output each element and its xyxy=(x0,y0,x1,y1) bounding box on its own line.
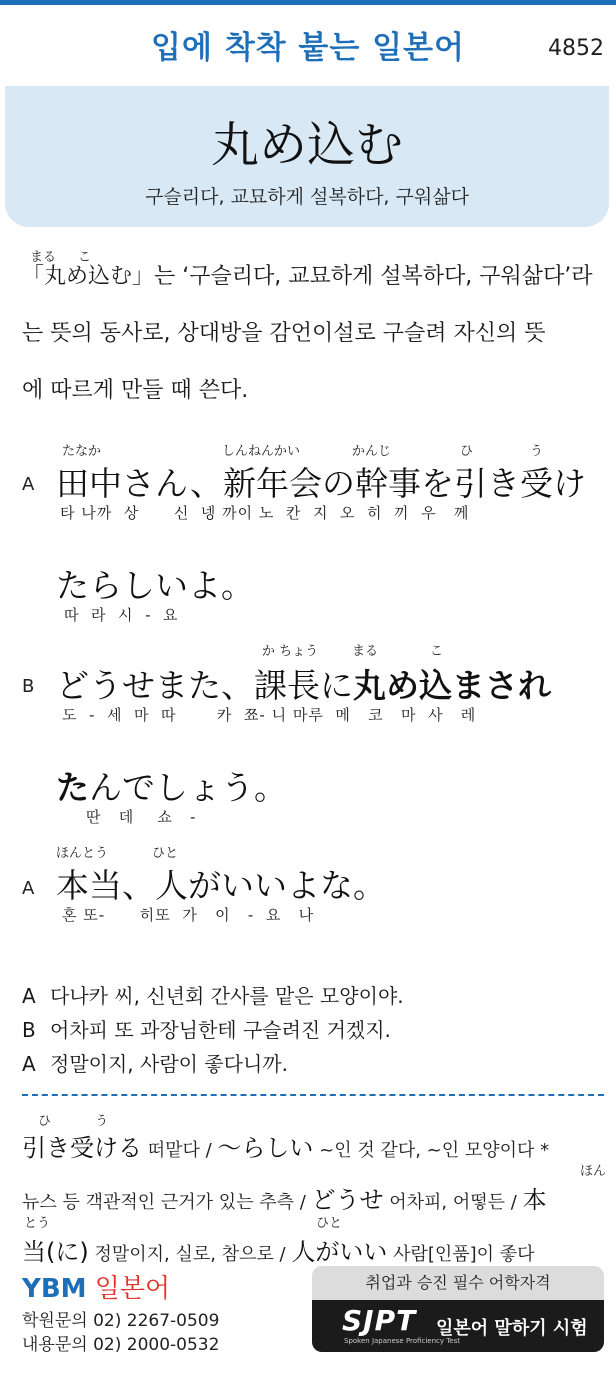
ruby: こ xyxy=(430,644,444,659)
episode-number: 4852 xyxy=(548,36,604,61)
dialogue-line: たらしいよ。 xyxy=(56,566,254,605)
vocab-meaning: 사람[인품]이 좋다 xyxy=(387,1244,535,1265)
speaker-label: B xyxy=(22,1018,36,1042)
vocab-meaning: 어차피, 어떻든 / xyxy=(383,1192,523,1213)
contact-academy: 학원문의 02) 2267-0509 xyxy=(22,1311,220,1331)
ruby: まる xyxy=(352,644,379,659)
intro-ruby: こ xyxy=(78,250,92,265)
translation-text: 다나카 씨, 신년회 간사를 맡은 모양이야. xyxy=(50,984,404,1008)
vocab-meaning: 정말이지, 실로, 참으로 / xyxy=(88,1244,292,1265)
vocab-line xyxy=(22,1128,604,1163)
top-rule xyxy=(0,0,616,5)
headword: 丸め込む xyxy=(210,117,403,173)
vocab-line xyxy=(22,1180,604,1215)
dialogue-text: どうせまた、課長に xyxy=(56,666,353,705)
speaker-label: A xyxy=(22,1052,36,1076)
vocab-meaning: 뉴스 등 객관적인 근거가 있는 추측 / xyxy=(22,1192,312,1213)
intro-line: 「丸め込む」는 ‘구슬리다, 교묘하게 설복하다, 구워삶다’라 xyxy=(22,264,593,289)
translation-text: 어차피 또 과장님한테 구슬려진 거겠지. xyxy=(50,1018,391,1042)
dialogue-text: んでしょう。 xyxy=(89,768,287,807)
ruby: ひと xyxy=(152,846,179,861)
sjpt-badge[interactable] xyxy=(312,1300,604,1352)
translation-row xyxy=(22,1048,288,1077)
ruby: とう xyxy=(24,1216,51,1231)
intro-line: 는 뜻의 동사로, 상대방을 감언이설로 구슬려 자신의 뜻 xyxy=(22,321,546,346)
dialogue-highlight: 丸め込まされ xyxy=(353,666,551,705)
contact-content: 내용문의 02) 2000-0532 xyxy=(22,1335,220,1355)
sjpt-subtitle: Spoken Japanese Proficiency Test xyxy=(344,1337,461,1345)
korean-reading: 딴 데 쇼 - xyxy=(86,808,197,826)
korean-reading: 도 - 세 마 따 카 쬬- 니 마루 메 코 마 사 레 xyxy=(62,706,477,724)
dialogue-line: 本当、人がいいよな。 xyxy=(56,866,386,905)
vocab-meaning: ~인 것 같다, ~인 모양이다 * xyxy=(313,1140,550,1161)
translation-text: 정말이지, 사람이 좋다니까. xyxy=(50,1052,288,1076)
vocab-word: どうせ xyxy=(311,1186,384,1214)
sjpt-caption: 취업과 승진 필수 어학자격 xyxy=(312,1266,604,1300)
sjpt-logo: SJPT xyxy=(342,1304,417,1337)
ruby: か ちょう xyxy=(262,644,319,659)
ybm-logo-kr: 일본어 xyxy=(86,1274,171,1304)
ruby: ほんとう xyxy=(56,846,109,861)
ybm-logo-text: YBM xyxy=(22,1274,87,1304)
headword-meaning: 구슬리다, 교묘하게 설복하다, 구워삶다 xyxy=(145,186,469,208)
vocab-word: 人がいい xyxy=(291,1238,388,1266)
korean-reading: 혼 또- 히또 가 이 - 요 나 xyxy=(62,906,315,924)
vocab-word: 当(に) xyxy=(22,1238,89,1266)
ruby: しんねんかい xyxy=(222,444,301,459)
dialogue-line xyxy=(56,660,551,707)
intro-ruby: まる xyxy=(30,250,57,265)
sjpt-name: 일본어 말하기 시험 xyxy=(436,1318,588,1339)
korean-reading: 따 라 시 - 요 xyxy=(64,606,179,624)
speaker-label: A xyxy=(22,474,35,495)
series-title: 입에 착착 붙는 일본어 xyxy=(151,30,465,66)
section-divider xyxy=(22,1094,604,1096)
korean-reading: 타 나까 상 신 넹 까이 노 칸 지 오 히 끼 우 께 xyxy=(60,504,470,522)
ruby: かんじ xyxy=(352,444,392,459)
ruby: ひ xyxy=(460,444,474,459)
vocab-word: ～らしい xyxy=(217,1134,314,1162)
ruby: う xyxy=(530,444,544,459)
ruby: ひと xyxy=(316,1216,343,1231)
ruby: たなか xyxy=(62,444,102,459)
translation-row xyxy=(22,1014,391,1043)
vocab-line xyxy=(22,1232,604,1267)
dialogue-line xyxy=(56,762,287,809)
translation-row xyxy=(22,980,404,1009)
dialogue-line: 田中さん、新年会の幹事を引き受け xyxy=(56,464,586,503)
speaker-label: B xyxy=(22,676,35,697)
ruby: ほん xyxy=(580,1164,607,1179)
speaker-label: A xyxy=(22,984,36,1008)
headword-panel xyxy=(5,86,609,227)
ruby: ひ う xyxy=(38,1114,129,1129)
vocab-word: 引き受ける xyxy=(22,1134,142,1162)
vocab-meaning: 떠맡다 / xyxy=(142,1140,218,1161)
vocab-word: 本 xyxy=(522,1186,547,1214)
speaker-label: A xyxy=(22,878,35,899)
intro-line: 에 따르게 만들 때 쓴다. xyxy=(22,378,249,403)
ybm-logo xyxy=(22,1268,170,1305)
dialogue-highlight: た xyxy=(56,768,89,807)
